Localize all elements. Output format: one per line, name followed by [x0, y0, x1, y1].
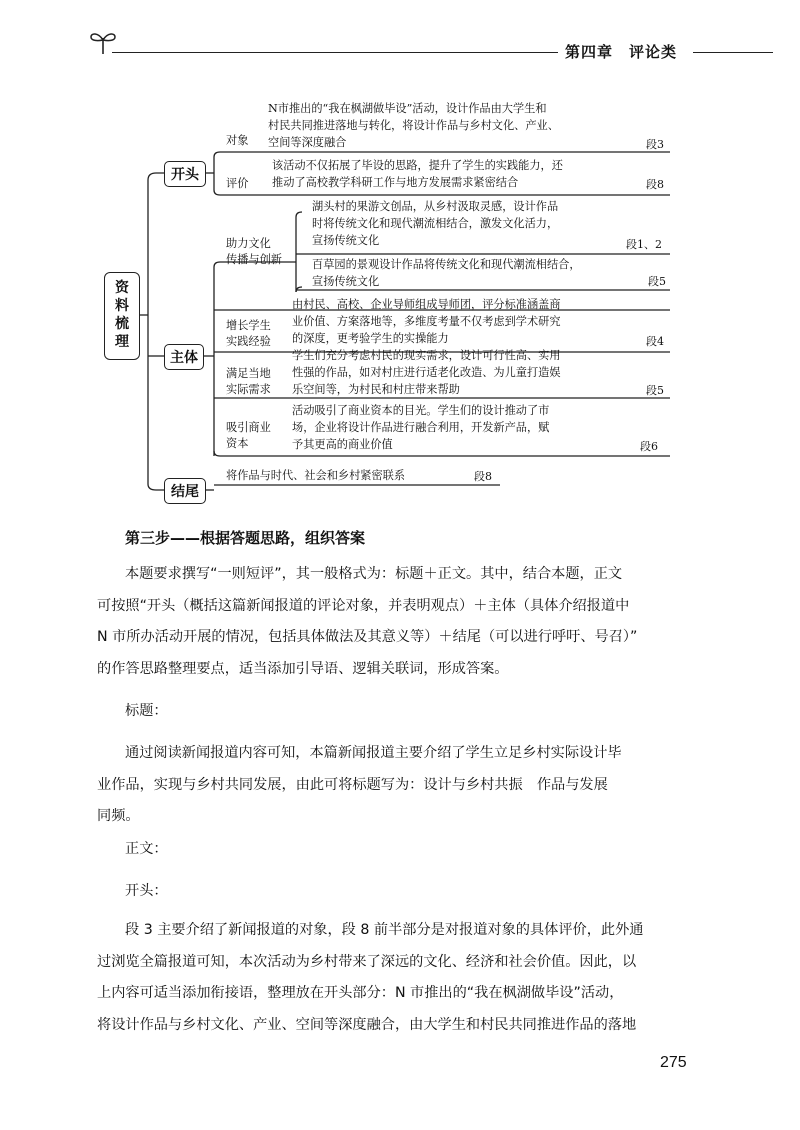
root-char: 资 [115, 280, 129, 296]
text-line: 上内容可适当添加衔接语，整理放在开头部分：N 市推出的“我在枫湖做毕设”活动， [97, 985, 624, 1001]
body-label-culture [226, 236, 282, 268]
text-line: 学生们充分考虑村民的现实需求，设计可行性高、实用 [292, 349, 561, 362]
label-line: 增长学生 [226, 319, 271, 332]
opening-object-text [268, 100, 559, 151]
culture-sub1-text [312, 198, 558, 249]
label-line: 助力文化 [226, 237, 271, 250]
branch-node-body: 主体 [164, 344, 204, 370]
segment-ref: 段5 [646, 384, 664, 397]
body-label: 正文： [125, 841, 168, 857]
text-line: 由村民、高校、企业导师组成导师团，评分标准涵盖商 [292, 298, 561, 311]
root-char: 理 [115, 334, 129, 350]
needs-text [292, 347, 561, 398]
step-title: 第三步——根据答题思路，组织答案 [125, 529, 366, 547]
root-char: 梳 [115, 316, 129, 332]
branch-node-ending: 结尾 [164, 478, 206, 504]
text-line: 同频。 [97, 808, 140, 824]
text-line: 该活动不仅拓展了毕设的思路，提升了学生的实践能力，还 [272, 159, 563, 172]
text-line: N 市所办活动开展的情况，包括具体做法及其意义等）＋结尾（可以进行呼吁、号召）” [97, 629, 638, 645]
text-line: 场，企业将设计作品进行融合利用，开发新产品，赋 [292, 421, 550, 434]
text-line: 可按照“开头（概括这篇新闻报道的评论对象，并表明观点）＋主体（具体介绍报道中 [97, 597, 630, 614]
segment-ref: 段8 [646, 178, 664, 191]
chapter-category: 评论类 [629, 43, 678, 61]
page-number: 275 [660, 1054, 687, 1071]
text-line: 通过阅读新闻报道内容可知，本篇新闻报道主要介绍了学生立足乡村实际设计毕 [125, 745, 622, 761]
body-label-practice [226, 318, 271, 350]
text-line: 予其更高的商业价值 [292, 438, 393, 451]
segment-ref: 段1、2 [626, 238, 662, 251]
segment-ref: 段5 [648, 275, 666, 288]
text-line: 的作答思路整理要点，适当添加引导语、逻辑关联词，形成答案。 [97, 660, 509, 677]
label-line: 资本 [226, 437, 249, 450]
text-line: 宣扬传统文化 [312, 275, 380, 288]
title-paragraph [97, 738, 697, 833]
text-line: N市推出的“我在枫湖做毕设”活动，设计作品由大学生和 [268, 102, 547, 115]
text-line: 将设计作品与乡村文化、产业、空间等深度融合，由大学生和村民共同推进作品的落地 [97, 1016, 637, 1033]
opening-label: 开头： [125, 883, 168, 899]
practice-text [292, 296, 561, 347]
text-line: 空间等深度融合 [268, 136, 347, 149]
text-line: 推动了高校教学科研工作与地方发展需求紧密结合 [272, 176, 519, 189]
text-line: 段 3 主要介绍了新闻报道的对象，段 8 前半部分是对报道对象的具体评价，此外通 [125, 922, 644, 938]
text-line: 性强的作品，如对村庄进行适老化改造、为儿童打造娱 [292, 366, 561, 379]
root-char: 料 [115, 298, 129, 314]
intro-paragraph [97, 559, 697, 685]
segment-ref: 段4 [646, 335, 664, 348]
text-line: 时将传统文化和现代潮流相结合，激发文化活力， [312, 217, 559, 230]
opening-paragraph [97, 915, 697, 1041]
label-line: 满足当地 [226, 367, 271, 380]
branch-node-opening: 开头 [164, 161, 206, 187]
opening-label-object: 对象 [226, 134, 249, 147]
body-label-needs [226, 366, 271, 398]
text-line: 乐空间等，为村民和村庄带来帮助 [292, 383, 460, 396]
segment-ref: 段3 [646, 138, 664, 151]
text-line: 宣扬传统文化 [312, 234, 380, 247]
title-label: 标题： [125, 703, 168, 719]
text-line: 的深度，更考验学生的实操能力 [292, 332, 449, 345]
text-line: 过浏览全篇报道可知，本次活动为乡村带来了深远的文化、经济和社会价值。因此，以 [97, 953, 637, 970]
label-line: 吸引商业 [226, 421, 271, 434]
opening-label-evaluation: 评价 [226, 177, 249, 190]
root-node [104, 272, 140, 360]
culture-sub2-text [312, 256, 581, 290]
text-line: 业作品，实现与乡村共同发展，由此可将标题写为：设计与乡村共振 作品与发展 [97, 776, 608, 793]
segment-ref: 段6 [640, 440, 658, 453]
ending-text: 将作品与时代、社会和乡村紧密联系 [226, 469, 406, 482]
text-line: 本题要求撰写“一则短评”，其一般格式为：标题＋正文。其中，结合本题，正文 [125, 566, 623, 582]
body-label-capital [226, 420, 271, 452]
text-line: 村民共同推进落地与转化，将设计作品与乡村文化、产业、 [268, 119, 559, 132]
text-line: 业价值、方案落地等，多维度考量不仅考虑到学术研究 [292, 315, 561, 328]
label-line: 实践经验 [226, 335, 271, 348]
chapter-number: 第四章 [565, 43, 614, 61]
text-line: 活动吸引了商业资本的目光。学生们的设计推动了市 [292, 404, 550, 417]
label-line: 实际需求 [226, 383, 271, 396]
segment-ref: 段8 [474, 470, 492, 483]
label-line: 传播与创新 [226, 253, 282, 266]
text-line: 百草园的景观设计作品将传统文化和现代潮流相结合， [312, 258, 581, 271]
opening-evaluation-text [272, 157, 563, 191]
capital-text [292, 402, 549, 453]
text-line: 湖头村的果游文创品，从乡村汲取灵感，设计作品 [312, 200, 559, 213]
